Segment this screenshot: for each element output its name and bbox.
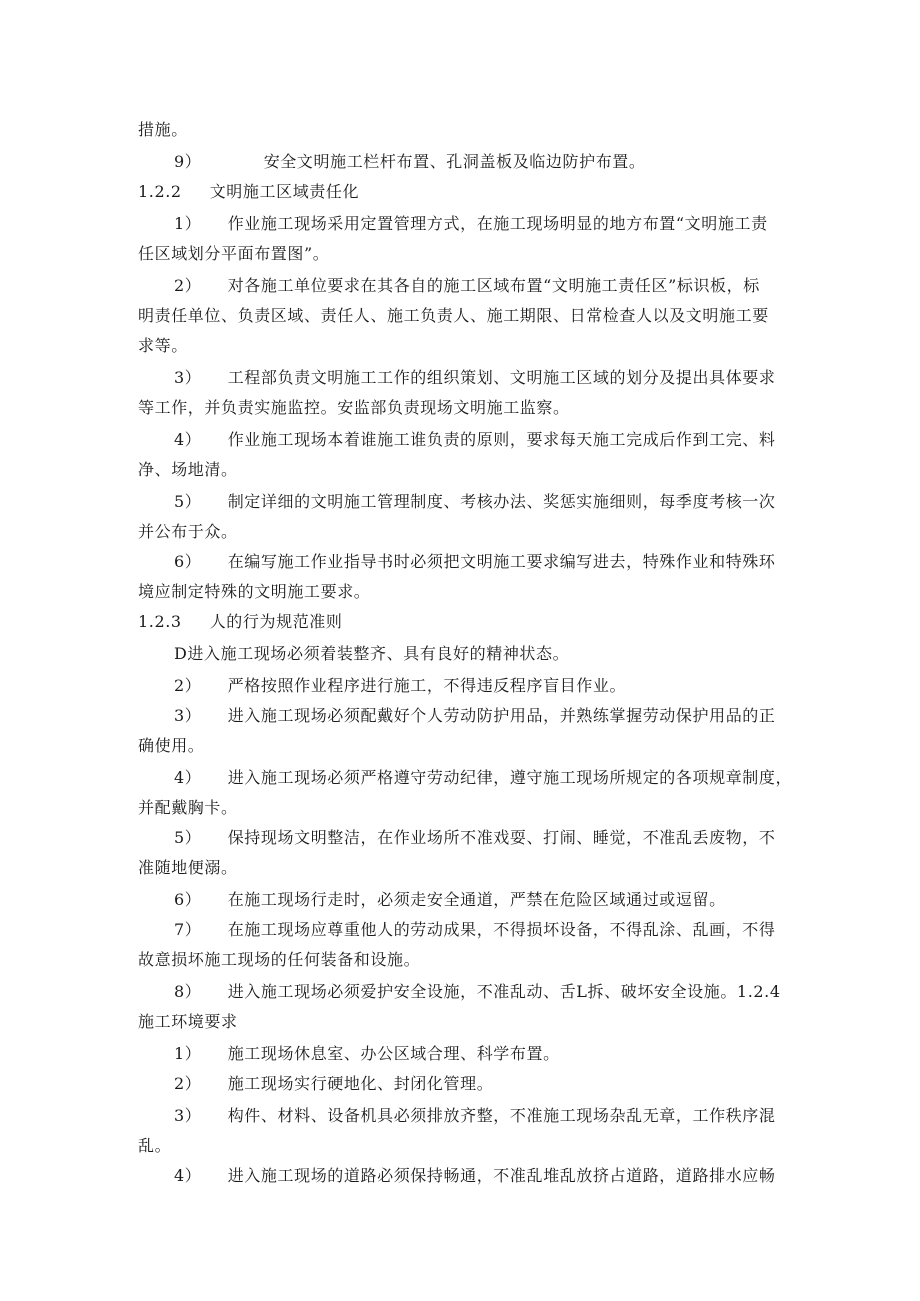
section-number: 1.2.3 — [138, 612, 182, 631]
list-item — [174, 1106, 776, 1126]
item-text: 作业施工现场采用定置管理方式，在施工现场明显的地方布置“文明施工责 — [227, 214, 768, 233]
item-number: 5） — [174, 492, 202, 511]
line-text: 措施。 — [138, 120, 188, 139]
item-text: 制定详细的文明施工管理制度、考核办法、奖惩实施细则，每季度考核一次 — [227, 492, 776, 511]
paragraph-line — [138, 244, 329, 264]
item-number: 4） — [174, 768, 202, 787]
line-text: 境应制定特殊的文明施工要求。 — [138, 582, 371, 601]
paragraph-line — [138, 120, 188, 140]
item-number: 2） — [174, 276, 202, 295]
paragraph-line — [138, 1136, 171, 1156]
item-text: 在编写施工作业指导书时必须把文明施工要求编写进去，特殊作业和特殊环 — [227, 552, 776, 571]
item-text: 进入施工现场必须爱护安全设施，不准乱动、舌L拆、破坏安全设施。1.2.4 — [227, 982, 781, 1001]
item-text: 安全文明施工栏杆布置、孔洞盖板及临边防护布置。 — [263, 152, 646, 171]
item-text: 在施工现场行走时，必须走安全通道，严禁在危险区域通过或逗留。 — [227, 890, 726, 909]
item-text: 作业施工现场本着谁施工谁负责的原则，要求每天施工完成后作到工完、料 — [227, 430, 776, 449]
paragraph-line — [138, 1012, 238, 1032]
item-number: 2） — [174, 1074, 202, 1093]
item-number: 4） — [174, 430, 202, 449]
list-item — [174, 676, 626, 696]
item-number: 4） — [174, 1166, 202, 1185]
line-text: 任区域划分平面布置图”。 — [138, 244, 330, 263]
paragraph-line — [138, 460, 238, 480]
item-number: 7） — [174, 920, 202, 939]
item-text: 进入施工现场的道路必须保持畅通，不准乱堆乱放挤占道路，道路排水应畅 — [227, 1166, 776, 1185]
line-text: 明责任单位、负责区域、责任人、施工负责人、施工期限、日常检查人以及文明施工要 — [138, 306, 769, 325]
list-item — [174, 1166, 776, 1186]
item-number: 5） — [174, 828, 202, 847]
item-text: 进入施工现场必须严格遵守劳动纪律，遵守施工现场所规定的各项规章制度， — [227, 768, 793, 787]
item-number: 1） — [174, 214, 202, 233]
list-item — [174, 644, 569, 664]
line-text: 并公布于众。 — [138, 522, 238, 541]
item-text: 保持现场文明整洁，在作业场所不准戏耍、打闹、睡觉，不准乱丢废物，不 — [227, 828, 776, 847]
list-item — [174, 828, 776, 848]
item-text: 在施工现场应尊重他人的劳动成果，不得损坏设备，不得乱涂、乱画，不得 — [227, 920, 776, 939]
item-number: 1） — [174, 1044, 202, 1063]
item-number: 9） — [174, 152, 202, 171]
list-item — [174, 706, 776, 726]
line-text: 求等。 — [138, 336, 188, 355]
item-number: 6） — [174, 552, 202, 571]
item-number: 6） — [174, 890, 202, 909]
list-item — [174, 152, 646, 172]
line-text: 并配戴胸卡。 — [138, 798, 238, 817]
paragraph-line — [138, 858, 238, 878]
item-text: 施工现场实行硬地化、封闭化管理。 — [227, 1074, 494, 1093]
list-item — [174, 920, 776, 940]
list-item — [174, 1074, 493, 1094]
list-item — [174, 430, 776, 450]
item-number: 2） — [174, 676, 202, 695]
paragraph-line — [138, 582, 370, 602]
list-item — [174, 982, 781, 1002]
paragraph-line — [138, 522, 238, 542]
item-text: 对各施工单位要求在其各自的施工区域布置“文明施工责任区”标识板，标 — [227, 276, 760, 295]
item-number: 3） — [174, 706, 202, 725]
line-text: 准随地便溺。 — [138, 858, 238, 877]
paragraph-line — [138, 736, 204, 756]
item-text: 严格按照作业程序进行施工，不得违反程序盲目作业。 — [227, 676, 627, 695]
section-heading — [138, 612, 343, 632]
list-item — [174, 768, 792, 788]
list-item — [174, 368, 776, 388]
section-title: 文明施工区域责任化 — [209, 182, 360, 201]
item-text: 构件、材料、设备机具必须排放齐整，不准施工现场杂乱无章，工作秩序混 — [227, 1106, 776, 1125]
item-number: 8） — [174, 982, 202, 1001]
line-text: 施工环境要求 — [138, 1012, 238, 1031]
item-text: 施工现场休息室、办公区域合理、科学布置。 — [227, 1044, 560, 1063]
paragraph-line — [138, 950, 420, 970]
section-number: 1.2.2 — [138, 182, 182, 201]
line-text: 故意损坏施工现场的任何装备和设施。 — [138, 950, 421, 969]
list-item — [174, 276, 760, 296]
paragraph-line — [138, 306, 769, 326]
list-item — [174, 890, 726, 910]
item-text: D进入施工现场必须着装整齐、具有良好的精神状态。 — [174, 644, 570, 663]
line-text: 确使用。 — [138, 736, 205, 755]
line-text: 乱。 — [138, 1136, 172, 1155]
list-item — [174, 214, 768, 234]
item-text: 工程部负责文明施工工作的组织策划、文明施工区域的划分及提出具体要求 — [227, 368, 776, 387]
paragraph-line — [138, 398, 570, 418]
item-text: 进入施工现场必须配戴好个人劳动防护用品，并熟练掌握劳动保护用品的正 — [227, 706, 776, 725]
list-item — [174, 492, 776, 512]
section-title: 人的行为规范准则 — [209, 612, 343, 631]
list-item — [174, 1044, 560, 1064]
paragraph-line — [138, 798, 238, 818]
item-number: 3） — [174, 368, 202, 387]
section-heading — [138, 182, 359, 202]
item-number: 3） — [174, 1106, 202, 1125]
paragraph-line — [138, 336, 188, 356]
list-item — [174, 552, 776, 572]
line-text: 净、场地清。 — [138, 460, 238, 479]
line-text: 等工作，并负责实施监控。安监部负责现场文明施工监察。 — [138, 398, 570, 417]
